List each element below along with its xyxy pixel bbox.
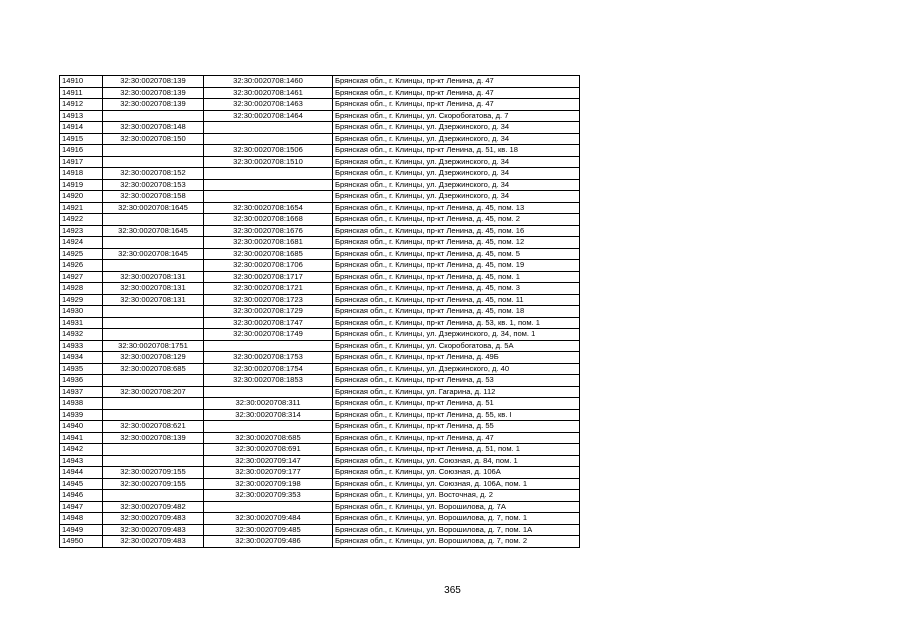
address-cell: Брянская обл., г. Клинцы, ул. Дзержинского, д. 34 [333, 191, 580, 203]
parcel-cadastral-number-cell: 32:30:0020708:685 [103, 363, 204, 375]
table-row [60, 99, 580, 111]
parcel-cadastral-number-cell [103, 145, 204, 157]
table-row [60, 237, 580, 249]
address-cell: Брянская обл., г. Клинцы, ул. Восточная, д. 2 [333, 490, 580, 502]
object-cadastral-number-cell: 32:30:0020709:486 [204, 536, 333, 548]
parcel-cadastral-number-cell: 32:30:0020708:158 [103, 191, 204, 203]
row-number-cell: 14928 [60, 283, 103, 295]
object-cadastral-number-cell: 32:30:0020708:1668 [204, 214, 333, 226]
parcel-cadastral-number-cell [103, 317, 204, 329]
row-number-cell: 14920 [60, 191, 103, 203]
table-row [60, 317, 580, 329]
parcel-cadastral-number-cell [103, 156, 204, 168]
parcel-cadastral-number-cell: 32:30:0020709:155 [103, 467, 204, 479]
parcel-cadastral-number-cell: 32:30:0020709:155 [103, 478, 204, 490]
object-cadastral-number-cell: 32:30:0020708:1685 [204, 248, 333, 260]
object-cadastral-number-cell: 32:30:0020708:1753 [204, 352, 333, 364]
table-row [60, 536, 580, 548]
address-cell: Брянская обл., г. Клинцы, ул. Союзная, д. 106А [333, 467, 580, 479]
row-number-cell: 14913 [60, 110, 103, 122]
row-number-cell: 14933 [60, 340, 103, 352]
parcel-cadastral-number-cell: 32:30:0020708:131 [103, 294, 204, 306]
table-row [60, 110, 580, 122]
object-cadastral-number-cell: 32:30:0020708:1717 [204, 271, 333, 283]
parcel-cadastral-number-cell: 32:30:0020708:1751 [103, 340, 204, 352]
table-row [60, 501, 580, 513]
parcel-cadastral-number-cell: 32:30:0020708:129 [103, 352, 204, 364]
row-number-cell: 14930 [60, 306, 103, 318]
parcel-cadastral-number-cell [103, 329, 204, 341]
table-row [60, 409, 580, 421]
object-cadastral-number-cell [204, 421, 333, 433]
object-cadastral-number-cell: 32:30:0020708:1681 [204, 237, 333, 249]
address-cell: Брянская обл., г. Клинцы, пр-кт Ленина, д. 47 [333, 99, 580, 111]
object-cadastral-number-cell: 32:30:0020709:147 [204, 455, 333, 467]
address-cell: Брянская обл., г. Клинцы, ул. Ворошилова, д. 7, пом. 1 [333, 513, 580, 525]
address-cell: Брянская обл., г. Клинцы, ул. Дзержинского, д. 34 [333, 179, 580, 191]
table-row [60, 340, 580, 352]
address-cell: Брянская обл., г. Клинцы, пр-кт Ленина, д. 45, пом. 1 [333, 271, 580, 283]
table-row [60, 386, 580, 398]
table-row [60, 260, 580, 272]
parcel-cadastral-number-cell: 32:30:0020709:483 [103, 513, 204, 525]
object-cadastral-number-cell: 32:30:0020708:1506 [204, 145, 333, 157]
row-number-cell: 14938 [60, 398, 103, 410]
table-row [60, 478, 580, 490]
object-cadastral-number-cell: 32:30:0020708:1461 [204, 87, 333, 99]
object-cadastral-number-cell: 32:30:0020708:1747 [204, 317, 333, 329]
row-number-cell: 14916 [60, 145, 103, 157]
address-cell: Брянская обл., г. Клинцы, ул. Ворошилова, д. 7А [333, 501, 580, 513]
object-cadastral-number-cell [204, 133, 333, 145]
address-cell: Брянская обл., г. Клинцы, пр-кт Ленина, д. 47 [333, 87, 580, 99]
object-cadastral-number-cell: 32:30:0020708:1706 [204, 260, 333, 272]
address-cell: Брянская обл., г. Клинцы, пр-кт Ленина, д. 45, пом. 3 [333, 283, 580, 295]
object-cadastral-number-cell: 32:30:0020709:353 [204, 490, 333, 502]
address-cell: Брянская обл., г. Клинцы, пр-кт Ленина, д. 45, пом. 13 [333, 202, 580, 214]
address-cell: Брянская обл., г. Клинцы, пр-кт Ленина, д. 45, пом. 12 [333, 237, 580, 249]
table-row [60, 352, 580, 364]
row-number-cell: 14939 [60, 409, 103, 421]
address-cell: Брянская обл., г. Клинцы, пр-кт Ленина, д. 47 [333, 76, 580, 88]
address-cell: Брянская обл., г. Клинцы, пр-кт Ленина, д. 55, кв. I [333, 409, 580, 421]
address-cell: Брянская обл., г. Клинцы, ул. Дзержинского, д. 34 [333, 133, 580, 145]
parcel-cadastral-number-cell [103, 444, 204, 456]
table-row [60, 467, 580, 479]
table-row [60, 421, 580, 433]
parcel-cadastral-number-cell: 32:30:0020708:139 [103, 432, 204, 444]
row-number-cell: 14935 [60, 363, 103, 375]
object-cadastral-number-cell: 32:30:0020709:484 [204, 513, 333, 525]
address-cell: Брянская обл., г. Клинцы, пр-кт Ленина, д. 45, пом. 2 [333, 214, 580, 226]
parcel-cadastral-number-cell [103, 490, 204, 502]
address-cell: Брянская обл., г. Клинцы, пр-кт Ленина, д. 45, пом. 19 [333, 260, 580, 272]
row-number-cell: 14914 [60, 122, 103, 134]
object-cadastral-number-cell: 32:30:0020708:1729 [204, 306, 333, 318]
table-row [60, 145, 580, 157]
parcel-cadastral-number-cell: 32:30:0020709:483 [103, 524, 204, 536]
table-row [60, 214, 580, 226]
table-row [60, 122, 580, 134]
object-cadastral-number-cell: 32:30:0020709:485 [204, 524, 333, 536]
table-row [60, 191, 580, 203]
row-number-cell: 14927 [60, 271, 103, 283]
object-cadastral-number-cell: 32:30:0020709:198 [204, 478, 333, 490]
parcel-cadastral-number-cell: 32:30:0020708:621 [103, 421, 204, 433]
table-row [60, 156, 580, 168]
object-cadastral-number-cell [204, 191, 333, 203]
parcel-cadastral-number-cell: 32:30:0020708:131 [103, 283, 204, 295]
table-row [60, 294, 580, 306]
parcel-cadastral-number-cell: 32:30:0020709:483 [103, 536, 204, 548]
address-cell: Брянская обл., г. Клинцы, пр-кт Ленина, д. 47 [333, 432, 580, 444]
table-row [60, 133, 580, 145]
object-cadastral-number-cell [204, 179, 333, 191]
object-cadastral-number-cell: 32:30:0020708:314 [204, 409, 333, 421]
table-row [60, 179, 580, 191]
object-cadastral-number-cell: 32:30:0020708:1754 [204, 363, 333, 375]
row-number-cell: 14917 [60, 156, 103, 168]
table-row [60, 513, 580, 525]
row-number-cell: 14948 [60, 513, 103, 525]
object-cadastral-number-cell: 32:30:0020708:1721 [204, 283, 333, 295]
address-cell: Брянская обл., г. Клинцы, пр-кт Ленина, д. 53, кв. 1, пом. 1 [333, 317, 580, 329]
row-number-cell: 14931 [60, 317, 103, 329]
parcel-cadastral-number-cell: 32:30:0020708:1645 [103, 202, 204, 214]
parcel-cadastral-number-cell [103, 260, 204, 272]
table-row [60, 271, 580, 283]
object-cadastral-number-cell: 32:30:0020708:1676 [204, 225, 333, 237]
address-cell: Брянская обл., г. Клинцы, ул. Скоробогатова, д. 5А [333, 340, 580, 352]
row-number-cell: 14936 [60, 375, 103, 387]
object-cadastral-number-cell [204, 386, 333, 398]
address-cell: Брянская обл., г. Клинцы, пр-кт Ленина, д. 45, пом. 11 [333, 294, 580, 306]
page-number: 365 [444, 585, 461, 596]
row-number-cell: 14941 [60, 432, 103, 444]
object-cadastral-number-cell [204, 122, 333, 134]
table-row [60, 432, 580, 444]
row-number-cell: 14921 [60, 202, 103, 214]
row-number-cell: 14942 [60, 444, 103, 456]
parcel-cadastral-number-cell: 32:30:0020708:153 [103, 179, 204, 191]
row-number-cell: 14940 [60, 421, 103, 433]
table-row [60, 455, 580, 467]
table-row [60, 444, 580, 456]
parcel-cadastral-number-cell: 32:30:0020708:139 [103, 99, 204, 111]
row-number-cell: 14925 [60, 248, 103, 260]
row-number-cell: 14924 [60, 237, 103, 249]
object-cadastral-number-cell: 32:30:0020708:1853 [204, 375, 333, 387]
registry-table-body [60, 76, 580, 548]
object-cadastral-number-cell: 32:30:0020709:177 [204, 467, 333, 479]
parcel-cadastral-number-cell [103, 375, 204, 387]
table-row [60, 398, 580, 410]
address-cell: Брянская обл., г. Клинцы, ул. Дзержинского, д. 34 [333, 156, 580, 168]
row-number-cell: 14949 [60, 524, 103, 536]
parcel-cadastral-number-cell: 32:30:0020708:148 [103, 122, 204, 134]
address-cell: Брянская обл., г. Клинцы, ул. Скоробогатова, д. 7 [333, 110, 580, 122]
object-cadastral-number-cell: 32:30:0020708:1460 [204, 76, 333, 88]
parcel-cadastral-number-cell: 32:30:0020708:131 [103, 271, 204, 283]
row-number-cell: 14950 [60, 536, 103, 548]
table-row [60, 524, 580, 536]
address-cell: Брянская обл., г. Клинцы, ул. Дзержинского, д. 40 [333, 363, 580, 375]
address-cell: Брянская обл., г. Клинцы, пр-кт Ленина, д. 45, пом. 5 [333, 248, 580, 260]
parcel-cadastral-number-cell: 32:30:0020708:139 [103, 76, 204, 88]
row-number-cell: 14915 [60, 133, 103, 145]
address-cell: Брянская обл., г. Клинцы, пр-кт Ленина, д. 45, пом. 18 [333, 306, 580, 318]
address-cell: Брянская обл., г. Клинцы, ул. Ворошилова, д. 7, пом. 1А [333, 524, 580, 536]
parcel-cadastral-number-cell: 32:30:0020708:207 [103, 386, 204, 398]
row-number-cell: 14910 [60, 76, 103, 88]
parcel-cadastral-number-cell: 32:30:0020708:152 [103, 168, 204, 180]
table-row [60, 87, 580, 99]
parcel-cadastral-number-cell: 32:30:0020708:1645 [103, 225, 204, 237]
address-cell: Брянская обл., г. Клинцы, ул. Ворошилова, д. 7, пом. 2 [333, 536, 580, 548]
parcel-cadastral-number-cell [103, 237, 204, 249]
address-cell: Брянская обл., г. Клинцы, пр-кт Ленина, д. 49Б [333, 352, 580, 364]
address-cell: Брянская обл., г. Клинцы, пр-кт Ленина, д. 51, кв. 18 [333, 145, 580, 157]
row-number-cell: 14934 [60, 352, 103, 364]
table-row [60, 76, 580, 88]
row-number-cell: 14923 [60, 225, 103, 237]
object-cadastral-number-cell [204, 340, 333, 352]
table-row [60, 168, 580, 180]
address-cell: Брянская обл., г. Клинцы, ул. Союзная, д. 106А, пом. 1 [333, 478, 580, 490]
row-number-cell: 14946 [60, 490, 103, 502]
parcel-cadastral-number-cell [103, 398, 204, 410]
row-number-cell: 14922 [60, 214, 103, 226]
row-number-cell: 14945 [60, 478, 103, 490]
object-cadastral-number-cell: 32:30:0020708:1723 [204, 294, 333, 306]
row-number-cell: 14926 [60, 260, 103, 272]
row-number-cell: 14947 [60, 501, 103, 513]
parcel-cadastral-number-cell [103, 455, 204, 467]
object-cadastral-number-cell: 32:30:0020708:311 [204, 398, 333, 410]
object-cadastral-number-cell: 32:30:0020708:1463 [204, 99, 333, 111]
table-row [60, 283, 580, 295]
parcel-cadastral-number-cell: 32:30:0020708:150 [103, 133, 204, 145]
table-row [60, 329, 580, 341]
object-cadastral-number-cell: 32:30:0020708:1510 [204, 156, 333, 168]
registry-table [59, 75, 580, 548]
address-cell: Брянская обл., г. Клинцы, ул. Дзержинского, д. 34, пом. 1 [333, 329, 580, 341]
address-cell: Брянская обл., г. Клинцы, ул. Гагарина, д. 112 [333, 386, 580, 398]
address-cell: Брянская обл., г. Клинцы, пр-кт Ленина, д. 55 [333, 421, 580, 433]
row-number-cell: 14919 [60, 179, 103, 191]
table-row [60, 490, 580, 502]
row-number-cell: 14943 [60, 455, 103, 467]
address-cell: Брянская обл., г. Клинцы, пр-кт Ленина, д. 45, пом. 16 [333, 225, 580, 237]
address-cell: Брянская обл., г. Клинцы, ул. Дзержинского, д. 34 [333, 122, 580, 134]
parcel-cadastral-number-cell [103, 214, 204, 226]
row-number-cell: 14918 [60, 168, 103, 180]
table-row [60, 363, 580, 375]
object-cadastral-number-cell: 32:30:0020708:685 [204, 432, 333, 444]
row-number-cell: 14911 [60, 87, 103, 99]
row-number-cell: 14937 [60, 386, 103, 398]
table-row [60, 306, 580, 318]
address-cell: Брянская обл., г. Клинцы, пр-кт Ленина, д. 51 [333, 398, 580, 410]
address-cell: Брянская обл., г. Клинцы, ул. Дзержинского, д. 34 [333, 168, 580, 180]
parcel-cadastral-number-cell: 32:30:0020708:139 [103, 87, 204, 99]
address-cell: Брянская обл., г. Клинцы, пр-кт Ленина, д. 51, пом. 1 [333, 444, 580, 456]
object-cadastral-number-cell: 32:30:0020708:1749 [204, 329, 333, 341]
address-cell: Брянская обл., г. Клинцы, пр-кт Ленина, д. 53 [333, 375, 580, 387]
parcel-cadastral-number-cell [103, 110, 204, 122]
parcel-cadastral-number-cell [103, 306, 204, 318]
parcel-cadastral-number-cell: 32:30:0020708:1645 [103, 248, 204, 260]
row-number-cell: 14932 [60, 329, 103, 341]
row-number-cell: 14944 [60, 467, 103, 479]
object-cadastral-number-cell: 32:30:0020708:1464 [204, 110, 333, 122]
row-number-cell: 14929 [60, 294, 103, 306]
document-sheet [59, 75, 579, 548]
table-row [60, 375, 580, 387]
object-cadastral-number-cell [204, 501, 333, 513]
object-cadastral-number-cell: 32:30:0020708:1654 [204, 202, 333, 214]
parcel-cadastral-number-cell: 32:30:0020709:482 [103, 501, 204, 513]
table-row [60, 225, 580, 237]
table-row [60, 202, 580, 214]
address-cell: Брянская обл., г. Клинцы, ул. Союзная, д. 84, пом. 1 [333, 455, 580, 467]
table-row [60, 248, 580, 260]
parcel-cadastral-number-cell [103, 409, 204, 421]
row-number-cell: 14912 [60, 99, 103, 111]
object-cadastral-number-cell [204, 168, 333, 180]
object-cadastral-number-cell: 32:30:0020708:691 [204, 444, 333, 456]
